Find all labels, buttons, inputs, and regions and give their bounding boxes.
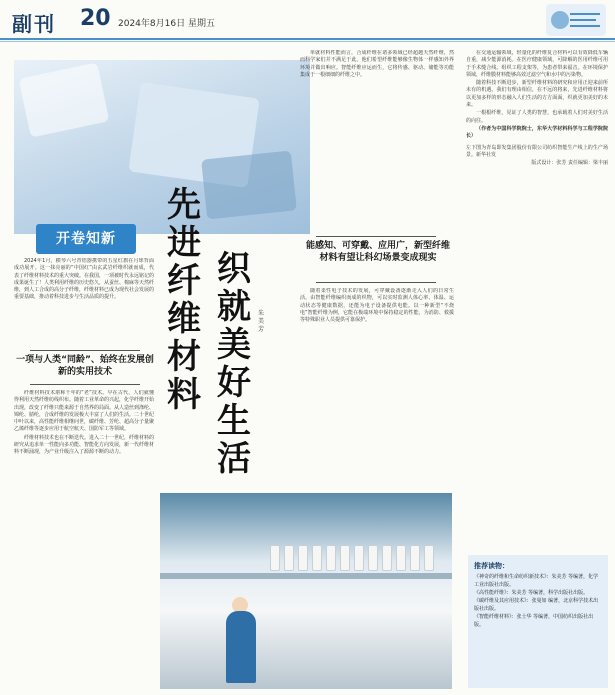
section-rule <box>316 282 436 283</box>
yarn-spool <box>396 545 406 571</box>
header-rule <box>0 38 615 40</box>
header-rule-thin <box>0 41 615 42</box>
recommended-item: 《神奇的纤维和生命纺织新技术》：朱美芳 等编著，化学工业出版社出版。 <box>474 574 599 588</box>
yarn-spool <box>382 545 392 571</box>
section3-paragraph: 在交通运输领域，轻量化的纤维复合材料可以有效降低车辆自重，减少能源消耗。在医疗健康领域，可降解的医用纤维可用于手术缝合线、组织工程支架等，为患者带来福音。在环境保护领域，纤维膜材料能够高效过滤空气和水中的污染物。 <box>466 50 608 78</box>
author-name: 朱美芳 <box>258 310 265 333</box>
section1-title: 一项与人类“同龄”、始终在发展创新的实用技术 <box>16 355 154 377</box>
intro-text <box>14 258 154 344</box>
recommended-item: 《碳纤维及其应用技术》：张曼如 编著，北京科学技术出版社出版。 <box>474 598 599 612</box>
yarn-spool <box>368 545 378 571</box>
author-affiliation: （作者为中国科学院院士，东华大学材料科学与工程学院院长） <box>466 125 608 140</box>
section-rule <box>30 350 140 351</box>
yarn-spool <box>312 545 322 571</box>
headline-part-1: 先进纤维材料 <box>167 185 201 415</box>
newspaper-logo-icon <box>546 4 606 36</box>
factory-photo <box>160 493 452 689</box>
issue-date: 2024年8月16日 星期五 <box>118 19 215 29</box>
recommended-item: 《智能纤维材料》：张士华 等编著，中国纺织出版社出版。 <box>474 614 594 628</box>
worker <box>226 611 256 683</box>
fiber-banner-image <box>14 60 310 234</box>
section1-body <box>14 390 154 688</box>
yarn-spool <box>326 545 336 571</box>
photo-decoration <box>19 62 110 137</box>
page-number: 20 <box>80 6 111 31</box>
section2-title: 能感知、可穿戴、应用广，新型纤维材料有望让科幻场景变成现实 <box>305 241 450 263</box>
intro-paragraph: 2024年1月，横琴六号青铝器携带的五星红旗在月球背面成功展开。这一抹亮丽的“中国红”由玄武岩纤维织就而成，代表了纤维材料技术的重大突破。在我国，一项被时代永远铭记的成果诞生了！人类利用纤维的历史悠久，从蚕丝、棉麻等天然纤维，到人工合成的高分子纤维，纤维材料已成为现代社会发展的重要基础，推动着科技进步与生活品质的提升。 <box>14 258 154 301</box>
photo-caption: 左下图为青岛即发集团股份有限公司纺织智能生产线上的生产场景。新华社发 <box>466 144 608 158</box>
yarn-spool <box>270 545 280 571</box>
headline-part-2: 织就美好生活 <box>217 249 251 479</box>
yarn-spool <box>424 545 434 571</box>
recommended-reading-box <box>468 555 608 688</box>
recommended-heading: 推荐读物： <box>474 562 509 570</box>
right-column-text <box>466 50 608 480</box>
section2-paragraph: 随着柔性电子技术的发展，可穿戴设备逐渐走入人们的日常生活。由智能纤维编织而成的织物，可以实时监测人体心率、体温、运动状态等健康数据，还能为电子设备提供电能。以一种新型“不烧电”智能纤维为例，它能在极端环境中保持稳定的性能，为消防、救援等特殊职业人员提供可靠保护。 <box>300 288 454 324</box>
section1-paragraph: 纤维材料技术堪称千年的“老”技术。早在古代，人们就懂得利用天然纤维纺线织布。随着工业革命的兴起，化学纤维开始出现，改变了纤维只能来源于自然界的局面。从人造丝到涤纶、锦纶、腈纶，合成纤维的发展极大丰富了人们的生活。二十世纪中叶以来，高性能纤维相继问世，碳纤维、芳纶、超高分子量聚乙烯纤维等逐步应用于航空航天、国防军工等领域。 <box>14 390 154 433</box>
editor-line: 版式设计：张芳 责任编辑：梁丰丽 <box>531 160 608 167</box>
yarn-spool <box>354 545 364 571</box>
yarn-spool <box>340 545 350 571</box>
photo-decoration <box>201 150 297 219</box>
page-header <box>0 0 615 42</box>
machine-rail <box>160 573 452 579</box>
column-tag: 开卷知新 <box>36 224 136 254</box>
recommended-list <box>468 573 608 629</box>
section2-paragraph: 单就材料性能而言，合成纤维在诸多领域已经超越天然纤维，然而科学家们并不满足于此。他们希望纤维能够像生物体一样感知外界环境并做出响应。智能纤维应运而生，它将传感、驱动、储能等功能集成于一根细细的纤维之中。 <box>300 50 454 78</box>
section3-paragraph: 一根根纤维，见证了人类的智慧，也承载着人们对美好生活的向往。 <box>466 110 608 124</box>
section2-body <box>300 288 454 488</box>
yarn-spool <box>410 545 420 571</box>
section-rule <box>316 236 436 237</box>
section-name: 副刊 <box>12 12 56 36</box>
section3-paragraph: 随着科技不断进步，新型纤维材料的研究和应用正迎来前所未有的机遇。我们有理由相信，在不远的将来，先进纤维材料将以更加多样的形态融入人们生活的方方面面，织就更加美好的未来。 <box>466 80 608 109</box>
yarn-spool <box>298 545 308 571</box>
yarn-spool <box>284 545 294 571</box>
section1-paragraph: 纤维材料技术也在不断迭代。进入二十一世纪，纤维材料的研究从追求单一性能向多功能、智能化方向发展，新一代纤维材料不断涌现，为产业升级注入了源源不断的动力。 <box>14 434 154 456</box>
middle-top-text <box>300 50 454 236</box>
section-rule <box>30 384 140 385</box>
recommended-item: 《高性能纤维》：朱美芳 等编著，科学出版社出版。 <box>474 590 589 596</box>
